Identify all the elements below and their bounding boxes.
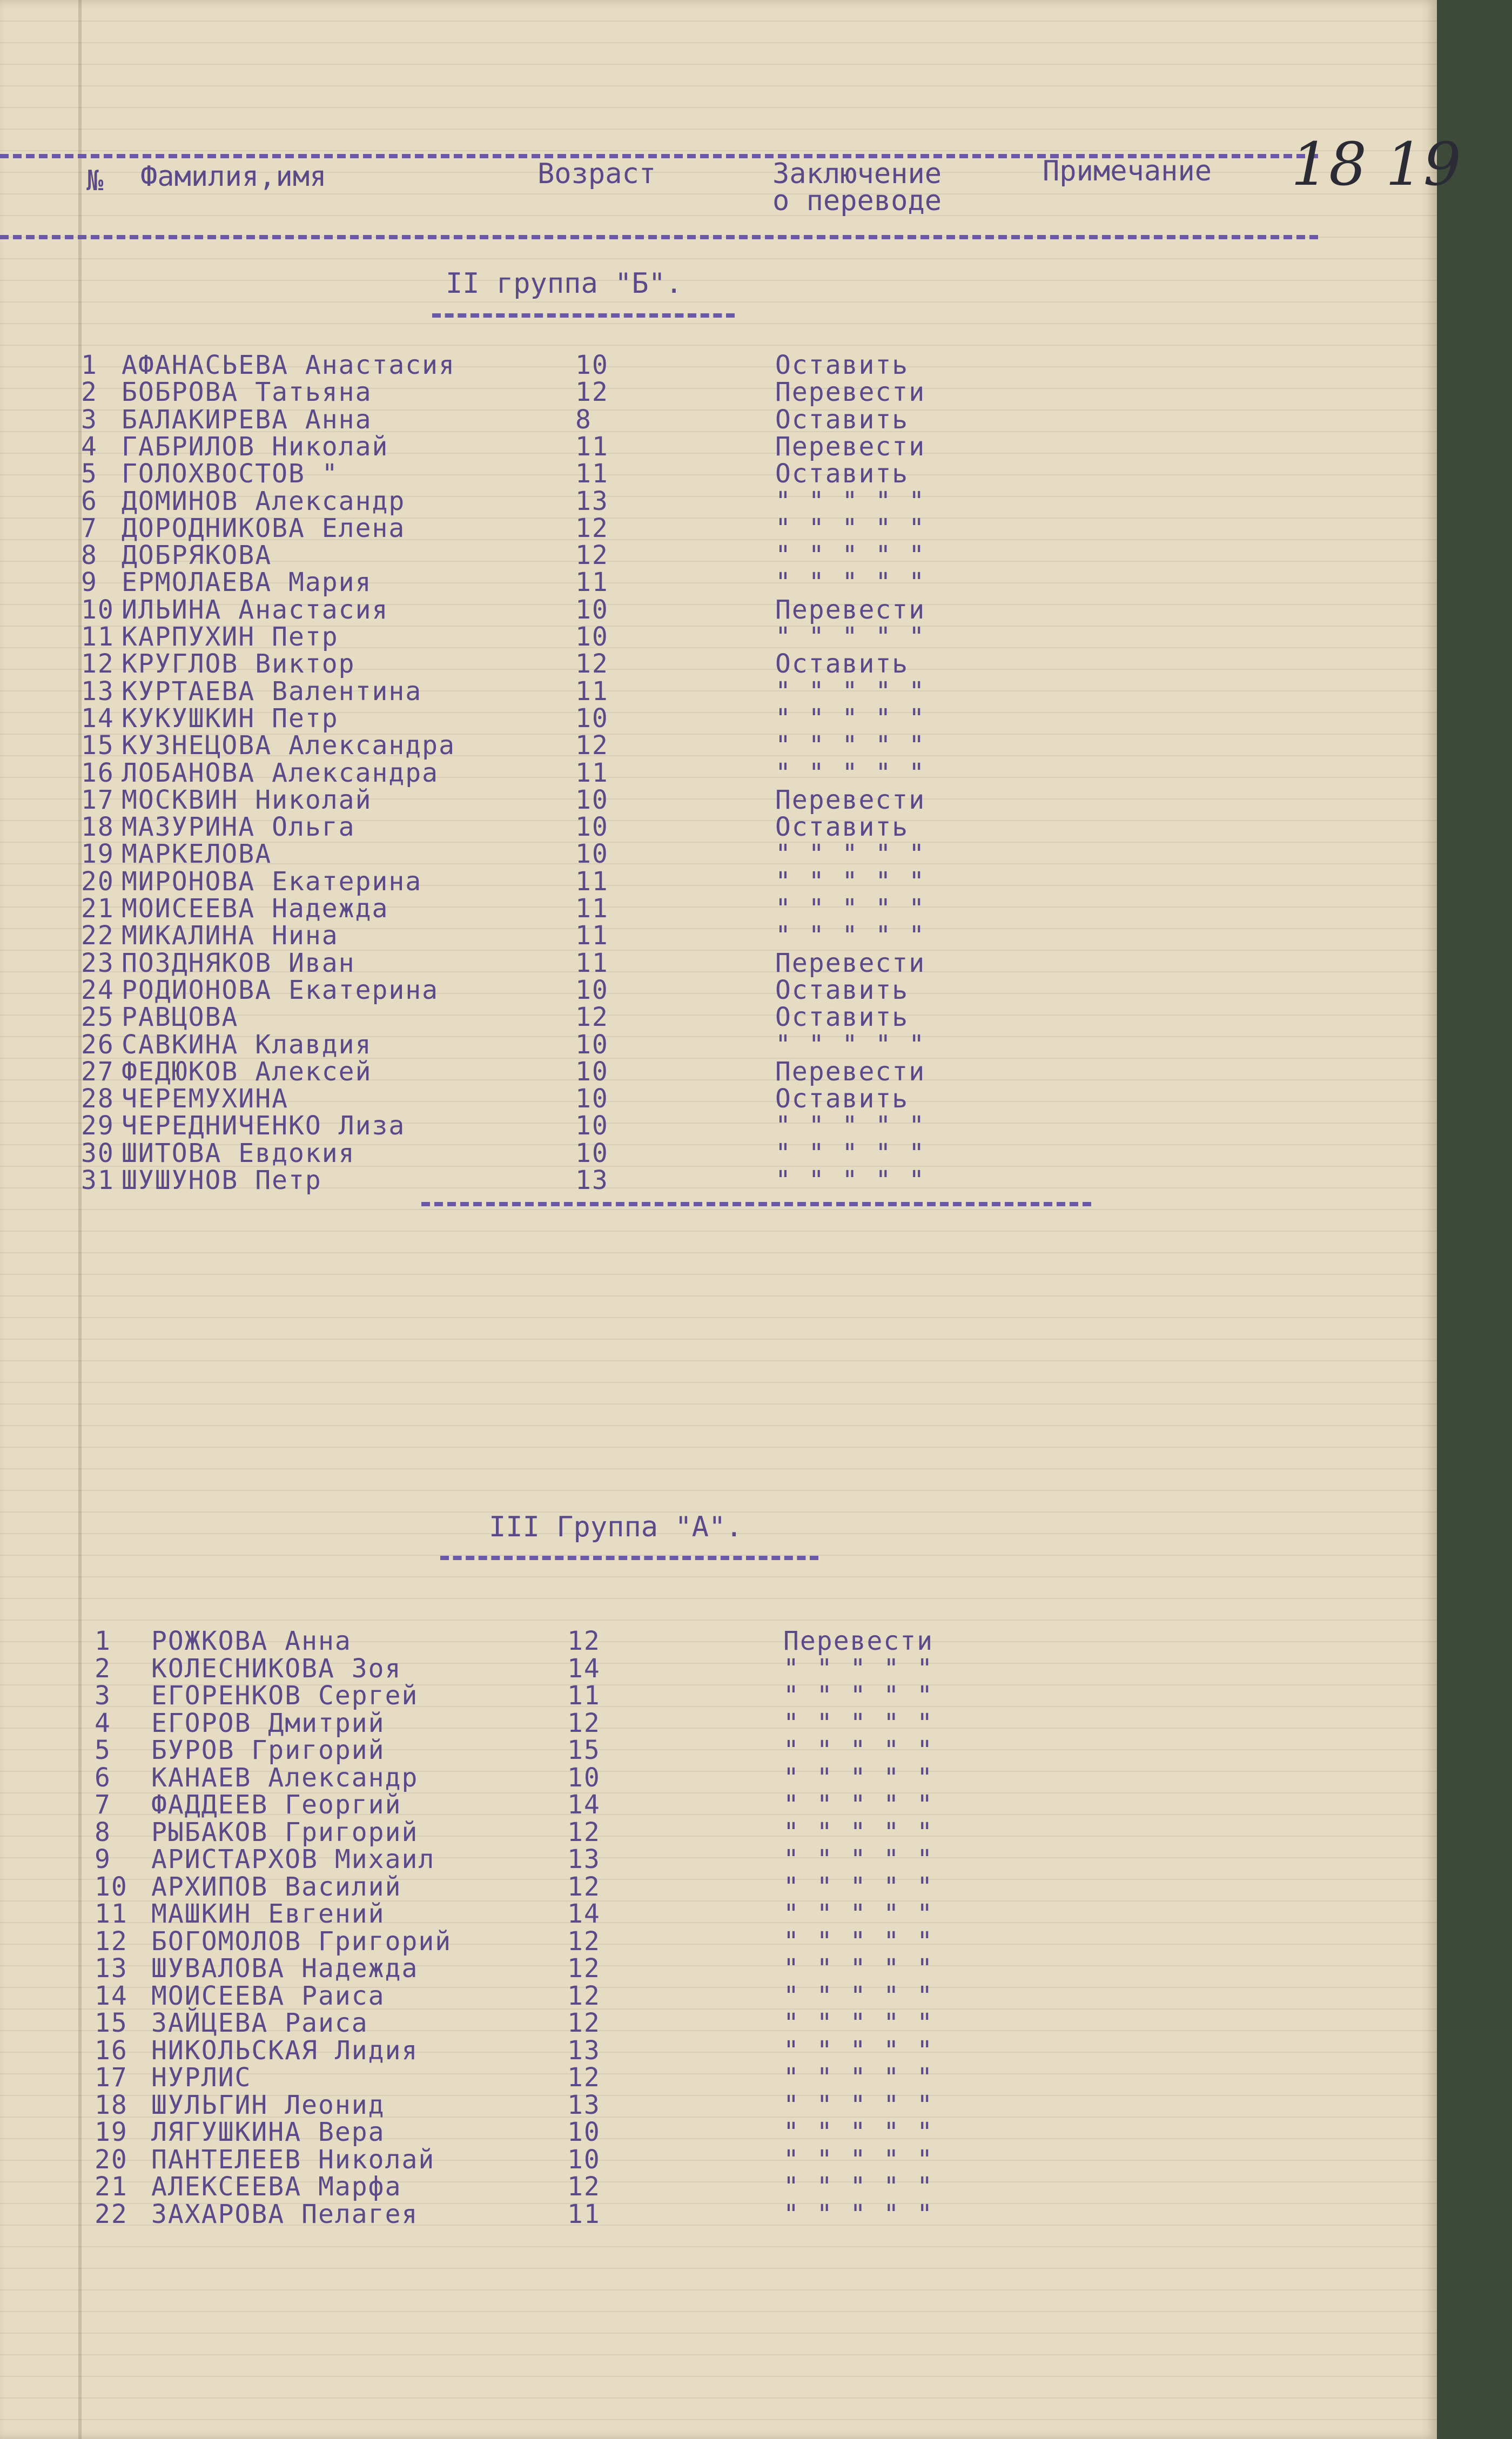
- header-result-line1: Заключение: [772, 158, 942, 190]
- row-result: " " " " ": [775, 1111, 926, 1141]
- row-name: КРУГЛОВ Виктор: [122, 649, 355, 680]
- row-number: 21: [81, 893, 115, 924]
- row-number: 15: [95, 2008, 128, 2038]
- row-number: 7: [95, 1790, 111, 1820]
- table-row: [0, 1871, 1080, 1902]
- row-result: " " " " ": [783, 1953, 934, 1984]
- row-age: 10: [575, 812, 609, 843]
- row-result: Оставить: [775, 975, 909, 1005]
- row-result: " " " " ": [783, 2172, 934, 2202]
- group-a-table: [0, 1626, 1080, 2247]
- row-number: 25: [81, 1002, 115, 1033]
- row-name: НИКОЛЬСКАЯ Лидия: [151, 2035, 419, 2066]
- table-row: [0, 649, 1080, 680]
- table-row: [0, 893, 1080, 924]
- table-row: [0, 2199, 1080, 2229]
- table-row: [0, 486, 1080, 516]
- row-age: 11: [575, 459, 609, 489]
- row-age: 12: [567, 1926, 601, 1957]
- group-b-title: II группа "Б".: [446, 267, 683, 300]
- row-number: 5: [95, 1735, 111, 1765]
- row-result: " " " " ": [783, 1844, 934, 1874]
- table-row: [0, 2172, 1080, 2202]
- row-name: РЫБАКОВ Григорий: [151, 1817, 419, 1847]
- row-age: 11: [575, 431, 609, 462]
- row-result: " " " " ": [775, 622, 926, 652]
- row-result: " " " " ": [783, 2062, 934, 2093]
- row-age: 12: [567, 2062, 601, 2093]
- group-b-title-rule: [432, 313, 735, 318]
- row-number: 19: [95, 2117, 128, 2147]
- row-name: КАНАЕВ Александр: [151, 1762, 419, 1793]
- group-b-table: [0, 350, 1080, 1204]
- row-result: " " " " ": [775, 1165, 926, 1195]
- row-result: " " " " ": [775, 893, 926, 924]
- row-result: Оставить: [775, 404, 909, 435]
- row-number: 10: [81, 594, 115, 625]
- row-name: ШИТОВА Евдокия: [122, 1138, 355, 1168]
- row-number: 22: [95, 2199, 128, 2229]
- row-name: АРХИПОВ Василий: [151, 1871, 402, 1902]
- row-name: ШУВАЛОВА Надежда: [151, 1953, 419, 1984]
- row-name: МИКАЛИНА Нина: [122, 920, 339, 951]
- row-age: 12: [567, 2008, 601, 2038]
- group-a-title: III Группа "А".: [489, 1511, 743, 1543]
- table-row: [0, 1980, 1080, 2011]
- table-row: [0, 431, 1080, 462]
- table-row: [0, 1111, 1080, 1141]
- row-name: БОБРОВА Татьяна: [122, 377, 372, 408]
- row-age: 12: [567, 1871, 601, 1902]
- row-name: БОГОМОЛОВ Григорий: [151, 1926, 452, 1957]
- row-number: 6: [95, 1762, 111, 1793]
- row-age: 13: [567, 2035, 601, 2066]
- row-name: ФАДДЕЕВ Георгий: [151, 1790, 402, 1820]
- row-name: АЛЕКСЕЕВА Марфа: [151, 2172, 402, 2202]
- row-number: 19: [81, 839, 115, 870]
- row-number: 29: [81, 1111, 115, 1141]
- row-number: 27: [81, 1056, 115, 1087]
- row-name: ДОРОДНИКОВА Елена: [122, 513, 406, 543]
- row-age: 12: [575, 1002, 609, 1033]
- row-result: Оставить: [775, 1002, 909, 1033]
- table-row: [0, 1002, 1080, 1033]
- row-number: 16: [81, 757, 115, 788]
- row-number: 5: [81, 459, 98, 489]
- row-age: 12: [575, 513, 609, 543]
- row-result: Оставить: [775, 649, 909, 680]
- row-age: 10: [575, 784, 609, 815]
- row-age: 12: [567, 1980, 601, 2011]
- row-name: РАВЦОВА: [122, 1002, 239, 1033]
- row-age: 12: [575, 730, 609, 761]
- row-age: 10: [575, 839, 609, 870]
- table-row: [0, 2117, 1080, 2147]
- row-name: МАЗУРИНА Ольга: [122, 812, 355, 843]
- row-result: " " " " ": [775, 567, 926, 598]
- table-row: [0, 839, 1080, 870]
- row-number: 24: [81, 975, 115, 1005]
- table-row: [0, 1165, 1080, 1195]
- row-number: 2: [95, 1653, 111, 1684]
- row-age: 11: [575, 948, 609, 978]
- row-number: 6: [81, 486, 98, 516]
- header-name: Фамилия,имя: [140, 160, 327, 193]
- row-number: 22: [81, 920, 115, 951]
- row-result: " " " " ": [783, 1708, 934, 1738]
- group-b-bottom-rule: [421, 1202, 1091, 1206]
- table-row: [0, 975, 1080, 1005]
- row-age: 11: [567, 1681, 601, 1711]
- row-name: ПАНТЕЛЕЕВ Николай: [151, 2144, 435, 2175]
- row-age: 15: [567, 1735, 601, 1765]
- row-age: 10: [575, 622, 609, 652]
- header-result-line2: о переводе: [772, 185, 942, 217]
- table-row: [0, 1953, 1080, 1984]
- row-name: МОИСЕЕВА Раиса: [151, 1980, 385, 2011]
- row-result: Перевести: [783, 1626, 934, 1656]
- row-result: Перевести: [775, 377, 926, 408]
- table-row: [0, 404, 1080, 435]
- row-result: " " " " ": [783, 2199, 934, 2229]
- row-name: МОСКВИН Николай: [122, 784, 372, 815]
- row-age: 10: [567, 1762, 601, 1793]
- table-row: [0, 730, 1080, 761]
- row-age: 10: [567, 2117, 601, 2147]
- row-result: " " " " ": [783, 2117, 934, 2147]
- row-number: 20: [95, 2144, 128, 2175]
- row-result: " " " " ": [783, 1899, 934, 1929]
- row-name: КУКУШКИН Петр: [122, 703, 339, 734]
- row-age: 10: [575, 1056, 609, 1087]
- table-row: [0, 1084, 1080, 1114]
- row-number: 1: [95, 1626, 111, 1656]
- row-name: ЕРМОЛАЕВА Мария: [122, 567, 372, 598]
- row-number: 9: [95, 1844, 111, 1874]
- row-number: 4: [81, 431, 98, 462]
- row-result: " " " " ": [783, 2089, 934, 2120]
- row-number: 26: [81, 1029, 115, 1060]
- row-result: Перевести: [775, 1056, 926, 1087]
- row-name: ЗАЙЦЕВА Раиса: [151, 2008, 368, 2038]
- row-name: ИЛЬИНА Анастасия: [122, 594, 389, 625]
- row-name: ШУЛЬГИН Леонид: [151, 2089, 385, 2120]
- row-result: " " " " ": [783, 1980, 934, 2011]
- row-name: ЕГОРЕНКОВ Сергей: [151, 1681, 419, 1711]
- row-age: 10: [575, 1084, 609, 1114]
- row-name: ЛОБАНОВА Александра: [122, 757, 439, 788]
- row-name: АРИСТАРХОВ Михаил: [151, 1844, 435, 1874]
- row-name: КУРТАЕВА Валентина: [122, 676, 422, 707]
- table-row: [0, 622, 1080, 652]
- row-number: 13: [95, 1953, 128, 1984]
- table-row: [0, 513, 1080, 543]
- row-age: 8: [575, 404, 592, 435]
- table-row: [0, 2008, 1080, 2038]
- row-number: 23: [81, 948, 115, 978]
- table-row: [0, 1817, 1080, 1847]
- row-number: 28: [81, 1084, 115, 1114]
- row-age: 12: [575, 377, 609, 408]
- row-name: МИРОНОВА Екатерина: [122, 866, 422, 897]
- row-result: Перевести: [775, 594, 926, 625]
- row-number: 8: [81, 540, 98, 571]
- row-age: 10: [575, 703, 609, 734]
- row-result: " " " " ": [775, 1138, 926, 1168]
- table-row: [0, 1626, 1080, 1656]
- row-number: 17: [81, 784, 115, 815]
- row-age: 11: [575, 893, 609, 924]
- row-number: 17: [95, 2062, 128, 2093]
- table-row: [0, 594, 1080, 625]
- row-result: Перевести: [775, 784, 926, 815]
- row-age: 13: [575, 486, 609, 516]
- row-result: " " " " ": [783, 2144, 934, 2175]
- table-row: [0, 2062, 1080, 2093]
- table-row: [0, 812, 1080, 843]
- row-age: 12: [575, 540, 609, 571]
- row-name: ЧЕРЕДНИЧЕНКО Лиза: [122, 1111, 406, 1141]
- page-number: 18 19: [1291, 130, 1461, 199]
- row-name: ДОБРЯКОВА: [122, 540, 272, 571]
- row-number: 7: [81, 513, 98, 543]
- table-row: [0, 703, 1080, 734]
- row-result: " " " " ": [783, 1681, 934, 1711]
- row-result: Оставить: [775, 459, 909, 489]
- row-number: 20: [81, 866, 115, 897]
- row-number: 18: [81, 812, 115, 843]
- row-name: ЛЯГУШКИНА Вера: [151, 2117, 385, 2147]
- row-name: РОЖКОВА Анна: [151, 1626, 352, 1656]
- table-row: [0, 1735, 1080, 1765]
- row-name: ЧЕРЕМУХИНА: [122, 1084, 288, 1114]
- row-number: 4: [95, 1708, 111, 1738]
- table-row: [0, 920, 1080, 951]
- row-result: " " " " ": [783, 1817, 934, 1847]
- row-name: КУЗНЕЦОВА Александра: [122, 730, 455, 761]
- row-result: Оставить: [775, 1084, 909, 1114]
- row-number: 12: [95, 1926, 128, 1957]
- row-result: " " " " ": [783, 2035, 934, 2066]
- row-age: 13: [567, 1844, 601, 1874]
- row-number: 14: [95, 1980, 128, 2011]
- row-result: " " " " ": [783, 1735, 934, 1765]
- row-number: 8: [95, 1817, 111, 1847]
- row-age: 11: [575, 920, 609, 951]
- row-result: Перевести: [775, 431, 926, 462]
- row-age: 12: [567, 2172, 601, 2202]
- row-age: 10: [575, 594, 609, 625]
- row-name: РОДИОНОВА Екатерина: [122, 975, 439, 1005]
- row-age: 12: [567, 1953, 601, 1984]
- row-name: ШУШУНОВ Петр: [122, 1165, 322, 1195]
- row-name: ДОМИНОВ Александр: [122, 486, 406, 516]
- row-age: 10: [567, 2144, 601, 2175]
- table-row: [0, 2035, 1080, 2066]
- row-name: НУРЛИС: [151, 2062, 252, 2093]
- header-bottom-rule: [0, 235, 1318, 239]
- table-row: [0, 2144, 1080, 2175]
- row-age: 10: [575, 1111, 609, 1141]
- row-result: " " " " ": [775, 513, 926, 543]
- table-row: [0, 1926, 1080, 1957]
- row-name: САВКИНА Клавдия: [122, 1029, 372, 1060]
- row-result: Перевести: [775, 948, 926, 978]
- table-row: [0, 377, 1080, 408]
- table-row: [0, 1681, 1080, 1711]
- table-row: [0, 567, 1080, 598]
- header-number: №: [86, 165, 104, 197]
- table-row: [0, 540, 1080, 571]
- row-age: 12: [575, 649, 609, 680]
- row-number: 13: [81, 676, 115, 707]
- row-age: 10: [575, 350, 609, 380]
- row-name: ЕГОРОВ Дмитрий: [151, 1708, 385, 1738]
- row-name: АФАНАСЬЕВА Анастасия: [122, 350, 455, 380]
- row-number: 10: [95, 1871, 128, 1902]
- table-row: [0, 1844, 1080, 1874]
- table-row: [0, 676, 1080, 707]
- row-result: " " " " ": [783, 1653, 934, 1684]
- table-row: [0, 757, 1080, 788]
- row-result: " " " " ": [783, 1762, 934, 1793]
- row-result: " " " " ": [775, 730, 926, 761]
- row-age: 13: [575, 1165, 609, 1195]
- row-name: ГАБРИЛОВ Николай: [122, 431, 389, 462]
- row-result: " " " " ": [775, 920, 926, 951]
- row-result: " " " " ": [775, 866, 926, 897]
- table-row: [0, 1762, 1080, 1793]
- row-name: КОЛЕСНИКОВА Зоя: [151, 1653, 402, 1684]
- row-name: КАРПУХИН Петр: [122, 622, 339, 652]
- row-number: 31: [81, 1165, 115, 1195]
- table-row: [0, 350, 1080, 380]
- table-row: [0, 1029, 1080, 1060]
- row-number: 2: [81, 377, 98, 408]
- row-result: " " " " ": [783, 1790, 934, 1820]
- row-number: 11: [95, 1899, 128, 1929]
- row-name: БУРОВ Григорий: [151, 1735, 385, 1765]
- row-number: 1: [81, 350, 98, 380]
- row-number: 3: [81, 404, 98, 435]
- row-number: 18: [95, 2089, 128, 2120]
- row-age: 10: [575, 975, 609, 1005]
- row-age: 12: [567, 1817, 601, 1847]
- row-result: " " " " ": [775, 1029, 926, 1060]
- row-age: 12: [567, 1708, 601, 1738]
- table-row: [0, 1056, 1080, 1087]
- row-number: 12: [81, 649, 115, 680]
- row-number: 30: [81, 1138, 115, 1168]
- row-age: 10: [575, 1138, 609, 1168]
- table-row: [0, 1708, 1080, 1738]
- row-result: " " " " ": [783, 1926, 934, 1957]
- row-age: 11: [575, 676, 609, 707]
- table-row: [0, 459, 1080, 489]
- row-result: " " " " ": [775, 676, 926, 707]
- row-result: " " " " ": [775, 839, 926, 870]
- table-row: [0, 1653, 1080, 1684]
- header-notes: Примечание: [1043, 155, 1212, 187]
- row-result: " " " " ": [775, 703, 926, 734]
- row-number: 15: [81, 730, 115, 761]
- table-row: [0, 784, 1080, 815]
- table-row: [0, 1790, 1080, 1820]
- row-age: 11: [575, 567, 609, 598]
- row-name: БАЛАКИРЕВА Анна: [122, 404, 372, 435]
- row-name: ПОЗДНЯКОВ Иван: [122, 948, 355, 978]
- row-result: Оставить: [775, 812, 909, 843]
- group-a-title-rule: [440, 1556, 818, 1560]
- row-result: " " " " ": [775, 486, 926, 516]
- table-row: [0, 1899, 1080, 1929]
- row-age: 14: [567, 1653, 601, 1684]
- row-name: ФЕДЮКОВ Алексей: [122, 1056, 372, 1087]
- row-name: МОИСЕЕВА Надежда: [122, 893, 389, 924]
- row-age: 14: [567, 1790, 601, 1820]
- table-row: [0, 948, 1080, 978]
- row-age: 13: [567, 2089, 601, 2120]
- row-name: ЗАХАРОВА Пелагея: [151, 2199, 419, 2229]
- row-number: 14: [81, 703, 115, 734]
- row-age: 14: [567, 1899, 601, 1929]
- row-age: 10: [575, 1029, 609, 1060]
- header-age: Возраст: [537, 158, 656, 190]
- row-age: 11: [575, 757, 609, 788]
- row-age: 11: [567, 2199, 601, 2229]
- row-result: " " " " ": [783, 2008, 934, 2038]
- row-number: 11: [81, 622, 115, 652]
- row-age: 12: [567, 1626, 601, 1656]
- row-result: " " " " ": [775, 757, 926, 788]
- row-number: 3: [95, 1681, 111, 1711]
- row-number: 21: [95, 2172, 128, 2202]
- row-result: " " " " ": [775, 540, 926, 571]
- row-result: " " " " ": [783, 1871, 934, 1902]
- row-name: МАШКИН Евгений: [151, 1899, 385, 1929]
- row-name: ГОЛОХВОСТОВ ": [122, 459, 339, 489]
- row-age: 11: [575, 866, 609, 897]
- table-row: [0, 1138, 1080, 1168]
- row-number: 9: [81, 567, 98, 598]
- table-row: [0, 2089, 1080, 2120]
- table-row: [0, 866, 1080, 897]
- row-result: Оставить: [775, 350, 909, 380]
- row-number: 16: [95, 2035, 128, 2066]
- row-name: МАРКЕЛОВА: [122, 839, 272, 870]
